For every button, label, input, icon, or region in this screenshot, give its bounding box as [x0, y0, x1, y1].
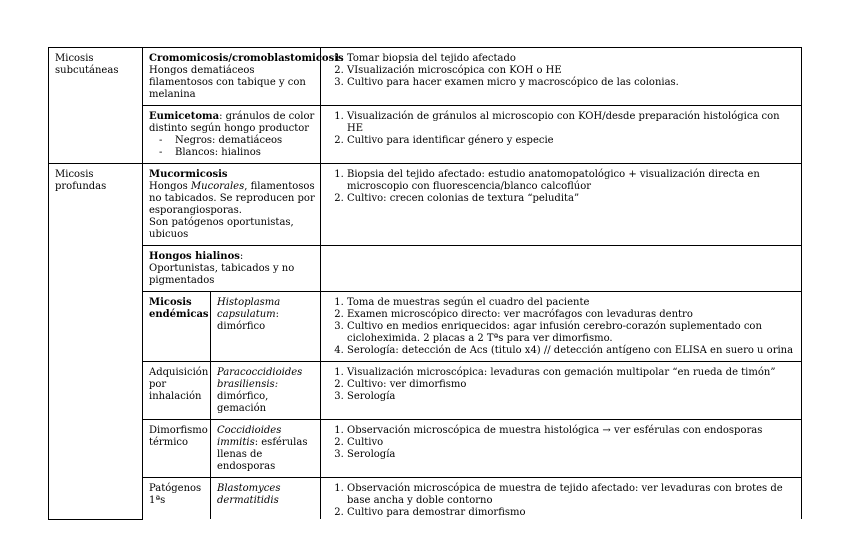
- diagnosis-list: [327, 367, 796, 403]
- table-row: [49, 362, 802, 420]
- description-cell: [143, 48, 344, 106]
- diagnosis-cell: [321, 478, 802, 520]
- diagnosis-cell: [321, 164, 802, 246]
- table-row: [49, 48, 802, 106]
- list-item: 1. Observación microscópica de muestra de tejido afectado: ver levaduras con brotes de base ancha y doble contorno: [347, 483, 796, 507]
- organism-cell: Coccidioides immitis: esférulas llenas de endosporas: [211, 420, 321, 478]
- disease-title: Eumicetoma: [149, 111, 220, 122]
- table-row: [49, 106, 802, 164]
- diagnosis-cell: [321, 106, 802, 164]
- group-cell: Micosis endémicas: [143, 292, 211, 362]
- disease-description: : Oportunistas, tabicados y no pigmentados: [149, 251, 295, 286]
- organism-cell: Paracoccidioides brasiliensis: dimórfico, gemación: [211, 362, 321, 420]
- list-item: 4. Serología: detección de Acs (titulo x4) // detección antígeno con ELISA en suero u orina: [347, 345, 796, 357]
- table-row: [49, 420, 802, 478]
- group-cell: Patógenos 1ªs: [143, 478, 211, 520]
- disease-title: Cromomicosis/cromoblastomicosis: [149, 53, 344, 64]
- list-item: - Negros: dematiáceos: [175, 135, 315, 147]
- list-item: 3. Serología: [347, 449, 796, 461]
- list-item: 2. Cultivo para demostrar dimorfismo: [347, 507, 796, 519]
- description-cell: [143, 106, 321, 164]
- list-item: 2. Cultivo: ver dimorfismo: [347, 379, 796, 391]
- disease-description: Hongos dematiáceos filamentosos con tabique y con melanina: [149, 65, 306, 100]
- list-item: 1. Biopsia del tejido afectado: estudio anatomopatológico + visualización directa en microscopio con fluorescencia/blanco calcoflúor: [347, 169, 796, 193]
- diagnosis-list: [327, 169, 796, 205]
- diagnosis-cell: [321, 292, 802, 362]
- list-item: 2. VIsualización microscópica con KOH o HE: [347, 65, 796, 77]
- list-item: 3. Cultivo en medios enriquecidos: agar infusión cerebro-corazón suplementado con cicloheximida. 2 placas a 2 Tªs para ver dimorfismo.: [347, 321, 796, 345]
- list-item: 2. Cultivo: crecen colonias de textura “peludita”: [347, 193, 796, 205]
- organism-cell: Blastomyces dermatitidis: [211, 478, 321, 520]
- document-page: [48, 47, 801, 518]
- diagnosis-list: [327, 297, 796, 357]
- category-cell: Micosis subcutáneas: [49, 48, 143, 164]
- list-item: 3. Cultivo para hacer examen micro y macroscópico de las colonias.: [347, 77, 796, 89]
- list-item: 1. Toma de muestras según el cuadro del paciente: [347, 297, 796, 309]
- category-cell: Micosis profundas: [49, 164, 143, 520]
- sub-list: [149, 135, 315, 159]
- table-row: [49, 292, 802, 362]
- list-item: 1. Observación microscópica de muestra histológica → ver esférulas con endosporas: [347, 425, 796, 437]
- table-row: [49, 164, 802, 246]
- organism-cell: Histoplasma capsulatum: dimórfico: [211, 292, 321, 362]
- disease-title: Hongos hialinos: [149, 251, 240, 262]
- list-item: 1. Visualización de gránulos al microscopio con KOH/desde preparación histológica con HE: [347, 111, 796, 135]
- table-row: [49, 478, 802, 520]
- table-row: [49, 246, 802, 292]
- description-cell: Mucormicosis Hongos Mucorales, filamentosos no tabicados. Se reproducen por esporangiosporas. Son patógenos oportunistas, ubicuos: [143, 164, 321, 246]
- list-item: 2. Cultivo: [347, 437, 796, 449]
- diagnosis-list: [327, 53, 796, 89]
- list-item: 2. Cultivo para identificar género y especie: [347, 135, 796, 147]
- disease-description: : gránulos de color distinto según hongo productor: [149, 111, 315, 134]
- diagnosis-list: [327, 111, 796, 147]
- list-item: 2. Examen microscópico directo: ver macrófagos con levaduras dentro: [347, 309, 796, 321]
- diagnosis-list: [327, 483, 796, 519]
- list-item: - Blancos: hialinos: [175, 147, 315, 159]
- group-cell: Dimorfismo térmico: [143, 420, 211, 478]
- disease-title: Mucormicosis: [149, 169, 228, 180]
- diagnosis-cell: [321, 420, 802, 478]
- mycosis-table: [48, 47, 802, 520]
- diagnosis-cell: [321, 362, 802, 420]
- list-item: 1. Visualización microscópica: levaduras con gemación multipolar “en rueda de timón”: [347, 367, 796, 379]
- description-cell: [143, 246, 321, 292]
- diagnosis-cell: [321, 246, 802, 292]
- list-item: 1. Tomar biopsia del tejido afectado: [347, 53, 796, 65]
- diagnosis-list: [327, 425, 796, 461]
- list-item: 3. Serología: [347, 391, 796, 403]
- diagnosis-cell: [321, 48, 802, 106]
- group-cell: Adquisición por inhalación: [143, 362, 211, 420]
